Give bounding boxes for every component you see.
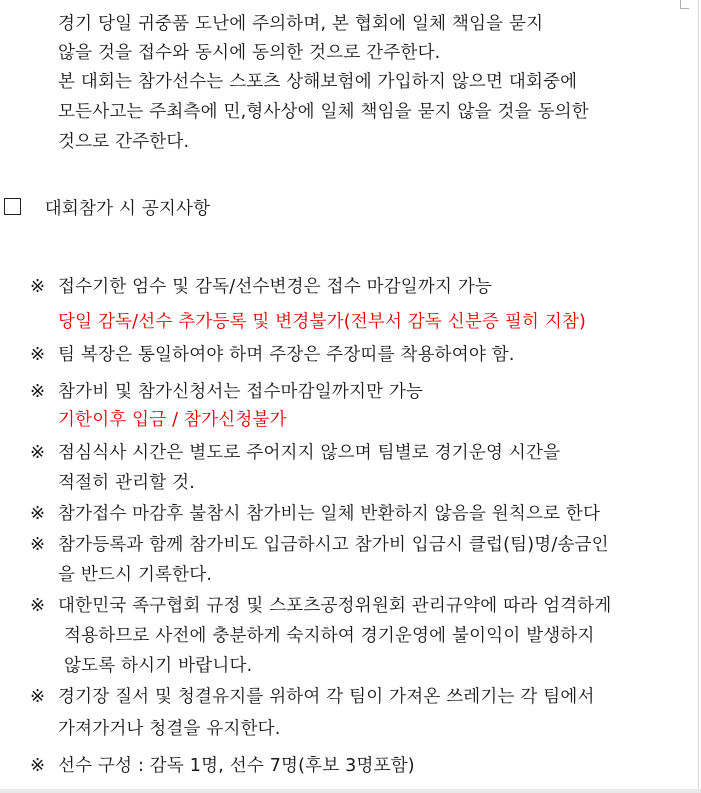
- notice-mark-icon: ※: [30, 503, 46, 524]
- page-corner-mark: [680, 0, 689, 9]
- item-1-line-2: 당일 감독/선수 추가등록 및 변경불가(전부서 감독 신분증 필히 지참): [58, 312, 587, 332]
- intro-line-5: 것으로 간주한다.: [58, 132, 190, 152]
- item-8-line-1: 경기장 질서 및 청결유지를 위하여 각 팀이 가져온 쓰레기는 각 팀에서: [58, 687, 595, 707]
- page-right-border: [698, 0, 699, 793]
- intro-line-2: 않을 것을 접수와 동시에 동의한 것으로 간주한다.: [58, 43, 441, 63]
- notice-mark-icon: ※: [30, 442, 46, 463]
- intro-line-4: 모든사고는 주최측에 민,형사상에 일체 책임을 묻지 않을 것을 동의한: [58, 102, 589, 122]
- item-4-line-2: 적절히 관리할 것.: [58, 473, 196, 493]
- notice-mark-icon: ※: [30, 344, 46, 365]
- notice-mark-icon: ※: [30, 381, 46, 402]
- section-heading: [4, 198, 210, 220]
- square-checkbox-icon: [4, 198, 21, 215]
- item-4-line-1: 점심식사 시간은 별도로 주어지지 않으며 팀별로 경기운영 시간을: [58, 443, 561, 463]
- section-title: 대회참가 시 공지사항: [44, 199, 211, 219]
- item-2-line-1: 팀 복장은 통일하여야 하며 주장은 주장띠를 착용하여야 함.: [58, 345, 515, 365]
- item-3-line-1: 참가비 및 참가신청서는 접수마감일까지만 가능: [58, 382, 424, 402]
- item-7-line-3: 않도록 하시기 바랍니다.: [64, 656, 253, 676]
- intro-line-1: 경기 당일 귀중품 도난에 주의하며, 본 협회에 일체 책임을 묻지: [58, 14, 544, 34]
- horizontal-scrollbar[interactable]: [0, 789, 701, 793]
- notice-mark-icon: ※: [30, 595, 46, 616]
- notice-mark-icon: ※: [30, 755, 46, 776]
- item-6-line-2: 을 반드시 기록한다.: [58, 565, 213, 585]
- item-5-line-1: 참가접수 마감후 불참시 참가비는 일체 반환하지 않음을 원칙으로 한다: [58, 504, 601, 524]
- item-3-line-2: 기한이후 입금 / 참가신청불가: [58, 410, 287, 430]
- notice-mark-icon: ※: [30, 534, 46, 555]
- item-7-line-2: 적용하므로 사전에 충분하게 숙지하여 경기운영에 불이익이 발생하지: [64, 626, 595, 646]
- item-1-line-1: 접수기한 엄수 및 감독/선수변경은 접수 마감일까지 가능: [58, 277, 493, 297]
- intro-line-3: 본 대회는 참가선수는 스포츠 상해보험에 가입하지 않으면 대회중에: [58, 72, 578, 92]
- item-6-line-1: 참가등록과 함께 참가비도 입금하시고 참가비 입금시 클럽(팀)명/송금인: [58, 535, 609, 555]
- item-7-line-1: 대한민국 족구협회 규정 및 스포츠공정위원회 관리규약에 따라 엄격하게: [58, 596, 612, 616]
- notice-mark-icon: ※: [30, 276, 46, 297]
- notice-mark-icon: ※: [30, 686, 46, 707]
- item-8-line-2: 가져가거나 청결을 유지한다.: [58, 719, 281, 739]
- item-9-line-1: 선수 구성 : 감독 1명, 선수 7명(후보 3명포함): [58, 756, 415, 776]
